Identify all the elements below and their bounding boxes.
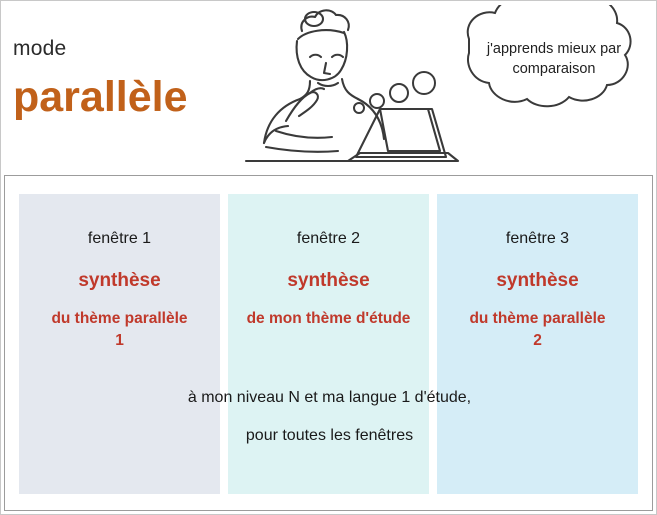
window-column-1: [19, 194, 220, 494]
thought-bubble-text: j'apprends mieux par comparaison: [486, 41, 622, 77]
window-column-2: [228, 194, 429, 494]
header-region: [1, 1, 656, 171]
footer-line-2: pour toutes les fenêtres: [245, 427, 414, 444]
mode-title: parallèle: [13, 73, 188, 121]
parallel-mode-panel: [4, 175, 653, 511]
subtitle-text-1: du thème parallèle: [51, 310, 188, 327]
subtitle-3: [437, 308, 638, 352]
subtitle-text-2: de mon thème d'étude: [246, 310, 411, 327]
mode-label: mode: [13, 37, 67, 60]
panel-footer: [5, 386, 654, 448]
window-label-3: fenêtre 3: [505, 230, 570, 247]
window-label-1: fenêtre 1: [87, 230, 152, 247]
synthesis-label-3: synthèse: [496, 270, 579, 291]
synthesis-label-2: synthèse: [287, 270, 370, 291]
synthesis-label-1: synthèse: [78, 270, 161, 291]
subtitle-number-1: 1: [115, 332, 124, 349]
subtitle-text-3: du thème parallèle: [469, 310, 606, 327]
window-label-2: fenêtre 2: [296, 230, 361, 247]
subtitle-1: [19, 308, 220, 352]
thought-bubble: [341, 5, 651, 145]
window-column-3: [437, 194, 638, 494]
subtitle-2: [228, 308, 429, 330]
windows-columns: [19, 194, 640, 494]
subtitle-number-3: 2: [533, 332, 542, 349]
footer-line-1: à mon niveau N et ma langue 1 d'étude,: [187, 389, 472, 406]
